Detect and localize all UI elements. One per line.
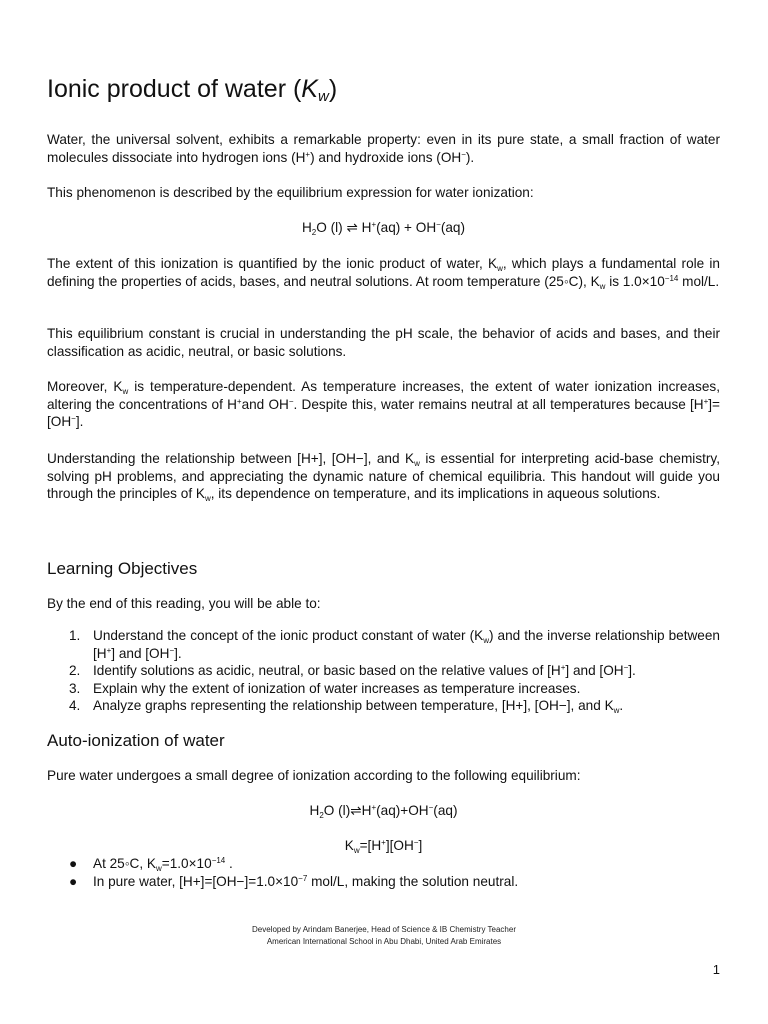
heading-auto-ionization: Auto-ionization of water [47, 731, 225, 750]
title-w-subscript: w [317, 88, 329, 105]
objectives-list [47, 627, 720, 715]
objective-number: 4. [69, 698, 81, 714]
intro-paragraph-4: This equilibrium constant is crucial in understanding the pH scale, the behavior of acids and bases, and their classification as acidic, neutral, or basic solutions. [47, 326, 720, 359]
autoionization-lead: Pure water undergoes a small degree of ionization according to the following equilibrium: [47, 768, 581, 783]
intro-paragraph-2: This phenomenon is described by the equilibrium expression for water ionization: [47, 185, 534, 200]
equation-kw-expression: $K_w=[H^+][OH^-]$ [344, 838, 423, 855]
footer-author-line: Developed by Arindam Banerjee, Head of Science & IB Chemistry Teacher [252, 925, 516, 934]
bullet-dot: ● [69, 856, 78, 871]
page-footer [0, 924, 768, 947]
objective-item: 1. Understand the concept of the ionic product constant of water $(K_w)$ and the inverse relationship between [H+] and [OH−]. [69, 628, 720, 661]
objective-number: 3. [69, 680, 81, 696]
objective-item: 4. Analyze graphs representing the relationship between temperature, [H+], [OH−], and $K_w$. [69, 698, 624, 716]
page-number: 1 [712, 962, 720, 977]
bullet-dot: ● [69, 873, 78, 889]
objective-number: 1. [69, 628, 81, 643]
title-kw [301, 75, 329, 103]
bullet-item: ● At 25◦C, $K_w=1.0\times 10^{-14}$ . [69, 856, 233, 873]
title-k: K [301, 75, 318, 103]
objective-number: 2. [69, 663, 81, 679]
equation-autoionization: $H_2O$ (l)⇌H+(aq)+OH−(aq) [309, 803, 458, 820]
objective-item: 2. Identify solutions as acidic, neutral, or basic based on the relative values of [H+] and [OH−]. [69, 663, 636, 679]
intro-paragraph-6: Understanding the relationship between [H+], [OH−], and $K_w$ is essential for interpreting acid-base chemistry, solving pH problems, and appreciating the dynamic nature of chemical equilibria. This handout will guide you through the principles of $K_w$, its dependence on temperature, and its implications in aqueous solutions. [47, 451, 720, 504]
intro-paragraph-5: Moreover, $K_w$ is temperature-dependent. As temperature increases, the extent of water ionization increases, altering the concentrations of H+and OH−. Despite this, water remains neutral at all temperatures because [H+]=[OH−]. [47, 379, 720, 430]
bullet-item: ● In pure water, $[H+]=[OH-]=1.0\times 10^{-7}$ mol/L, making the solution neutral. [69, 873, 519, 889]
intro-paragraph-1: Water, the universal solvent, exhibits a remarkable property: even in its pure state, a small fraction of water molecules dissociate into hydrogen ions (H+) and hydroxide ions (OH−). [47, 132, 720, 165]
autoionization-bullets [47, 855, 720, 890]
objective-item: 3. Explain why the extent of ionization of water increases as temperature increases. [69, 680, 581, 696]
footer-school-line: American International School in Abu Dhabi, United Arab Emirates [266, 936, 502, 946]
page-title [47, 73, 337, 105]
heading-learning-objectives: Learning Objectives [47, 559, 198, 578]
intro-paragraph-3: The extent of this ionization is quantified by the ionic product of water, $K_w$, which plays a fundamental role in defining the properties of acids, bases, and neutral solutions. At room temperature (25◦C), $K_w$ is $1.0\times 10^{-14}$ mol/L. [47, 256, 720, 291]
title-close: ) [328, 75, 338, 103]
title-text: Ionic product of water ( [47, 75, 302, 103]
objectives-lead: By the end of this reading, you will be able to: [47, 596, 321, 611]
equation-water-ionization: $H_2O$ (l) ⇌ H+(aq) + OH−(aq) [301, 220, 466, 237]
